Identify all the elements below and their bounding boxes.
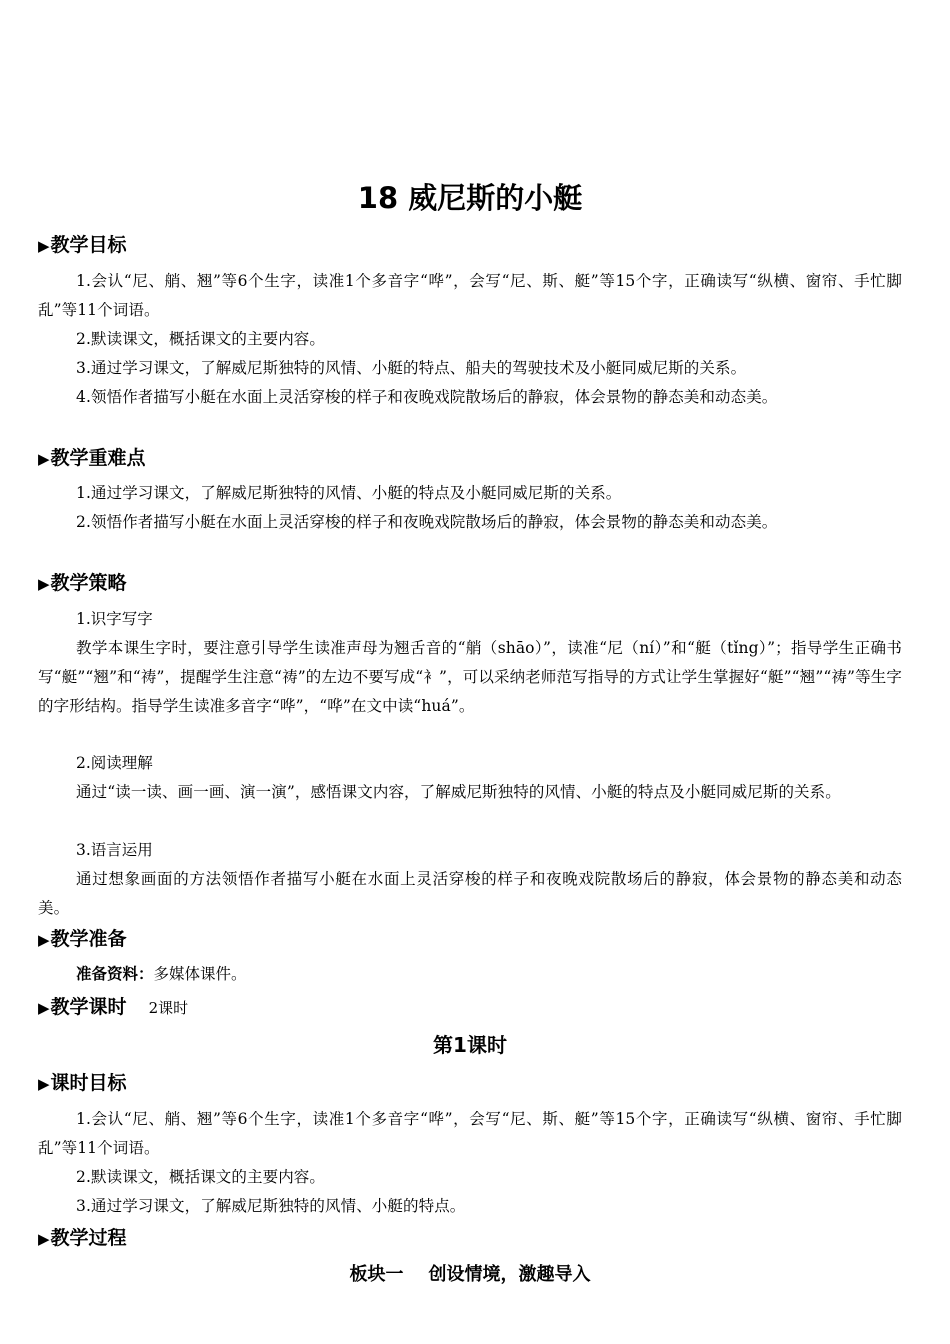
- triangle-bullet-icon: ▶: [38, 999, 50, 1017]
- section-heading-hours: ▶教学课时 2课时: [38, 996, 189, 1018]
- triangle-bullet-icon: ▶: [38, 1075, 50, 1093]
- section-heading-strategy: ▶教学策略: [38, 572, 127, 594]
- strategy-sub2-title: 2.阅读理解: [76, 754, 153, 772]
- section-heading-key-points: ▶教学重难点: [38, 447, 146, 469]
- triangle-bullet-icon: ▶: [38, 450, 50, 468]
- section-heading-process: ▶教学过程: [38, 1227, 127, 1249]
- lesson-goal-item-2: 2.默读课文，概括课文的主要内容。: [76, 1168, 325, 1186]
- page-title: 18 威尼斯的小艇: [357, 181, 583, 215]
- strategy-sub3-text: 通过想象画面的方法领悟作者描写小艇在水面上灵活穿梭的样子和夜晚戏院散场后的静寂，体会景物的静态美和动态美。: [38, 870, 902, 917]
- prep-value: 多媒体课件。: [153, 965, 247, 983]
- goal-item-1: 1.会认“尼、艄、翘”等6个生字，读准1个多音字“哗”，会写“尼、斯、艇”等15个字，正确读写“纵横、窗帘、手忙脚乱”等11个词语。: [38, 272, 902, 319]
- triangle-bullet-icon: ▶: [38, 931, 50, 949]
- strategy-sub1-text: 教学本课生字时，要注意引导学生读准声母为翘舌音的“艄（shāo）”，读准“尼（ní）”和“艇（tǐng）”；指导学生正确书写“艇”“翘”和“祷”，提醒学生注意“祷”的左边不要写成“衤”，可以采纳老师范写指导的方式让学生掌握好“艇”“翘”“祷”等生字的字形结构。指导学生读准多音字“哗”，“哗”在文中读“huá”。: [38, 639, 902, 715]
- lesson1-title: 第1课时: [433, 1033, 507, 1057]
- section-heading-prep: ▶教学准备: [38, 928, 127, 950]
- triangle-bullet-icon: ▶: [38, 1230, 50, 1248]
- triangle-bullet-icon: ▶: [38, 237, 50, 255]
- key-point-item-1: 1.通过学习课文，了解威尼斯独特的风情、小艇的特点及小艇同威尼斯的关系。: [76, 484, 622, 502]
- key-point-item-2: 2.领悟作者描写小艇在水面上灵活穿梭的样子和夜晚戏院散场后的静寂，体会景物的静态美和动态美。: [76, 513, 778, 531]
- section-heading-lesson-goals: ▶课时目标: [38, 1072, 127, 1094]
- strategy-sub1-title: 1.识字写字: [76, 610, 153, 628]
- goal-item-2: 2.默读课文，概括课文的主要内容。: [76, 330, 325, 348]
- strategy-sub3-title: 3.语言运用: [76, 841, 153, 859]
- hours-value: 2课时: [148, 999, 189, 1017]
- strategy-sub2-text: 通过“读一读、画一画、演一演”，感悟课文内容，了解威尼斯独特的风情、小艇的特点及小艇同威尼斯的关系。: [76, 783, 841, 801]
- lesson-goal-item-3: 3.通过学习课文，了解威尼斯独特的风情、小艇的特点。: [76, 1197, 466, 1215]
- goal-item-3: 3.通过学习课文，了解威尼斯独特的风情、小艇的特点、船夫的驾驶技术及小艇同威尼斯的关系。: [76, 359, 747, 377]
- lesson-goal-item-1: 1.会认“尼、艄、翘”等6个生字，读准1个多音字“哗”，会写“尼、斯、艇”等15个字，正确读写“纵横、窗帘、手忙脚乱”等11个词语。: [38, 1110, 902, 1157]
- block1-title: 板块一 创设情境，激趣导入: [349, 1264, 591, 1285]
- prep-label: 准备资料：: [76, 965, 154, 983]
- section-heading-goals: ▶教学目标: [38, 234, 127, 256]
- triangle-bullet-icon: ▶: [38, 575, 50, 593]
- prep-line: [76, 960, 247, 989]
- goal-item-4: 4.领悟作者描写小艇在水面上灵活穿梭的样子和夜晚戏院散场后的静寂，体会景物的静态美和动态美。: [76, 388, 778, 406]
